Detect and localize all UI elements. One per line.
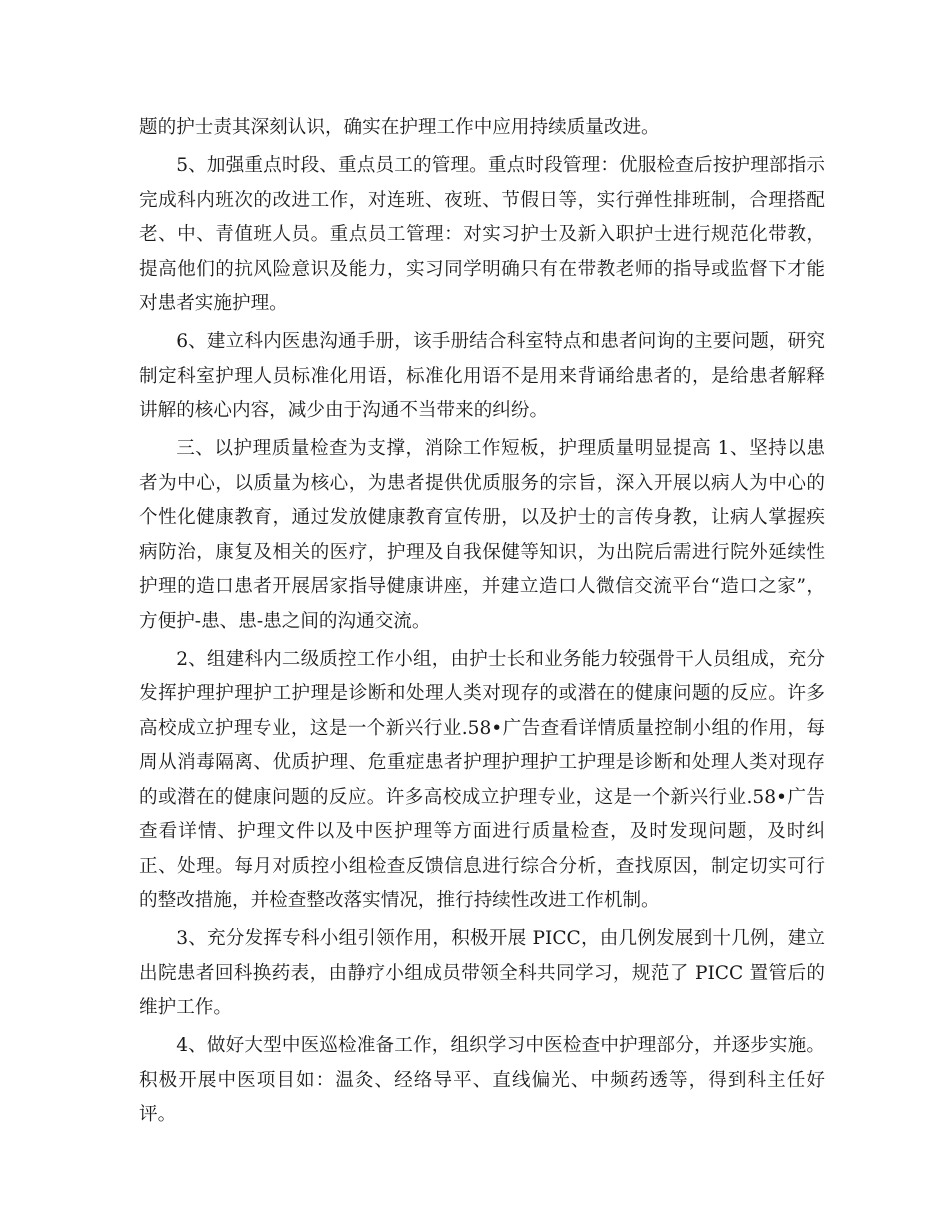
paragraph-section-3: 三、以护理质量检查为支撑，消除工作短板，护理质量明显提高 1、坚持以患者为中心，以质量为核心，为患者提供优质服务的宗旨，深入开展以病人为中心的个性化健康教育，通过发放健康教育宣传册，以及护士的言传身教，让病人掌握疾病防治，康复及相关的医疗，护理及自我保健等知识，为出院后需进行院外延续性护理的造口患者开展居家指导健康讲座，并建立造口人微信交流平台“造口之家”，方便护-患、患-患之间的沟通交流。 xyxy=(139,438,825,632)
paragraph-item-2: 2、组建科内二级质控工作小组，由护士长和业务能力较强骨干人员组成，充分发挥护理护理护工护理是诊断和处理人类对现存的或潜在的健康问题的反应。许多高校成立护理专业，这是一个新兴行业.58•广告查看详情质量控制小组的作用，每周从消毒隔离、优质护理、危重症患者护理护理护工护理是诊断和处理人类对现存的或潜在的健康问题的反应。许多高校成立护理专业，这是一个新兴行业.58•广告查看详情、护理文件以及中医护理等方面进行质量检查，及时发现问题，及时纠正、处理。每月对质控小组检查反馈信息进行综合分析，查找原因，制定切实可行的整改措施，并检查整改落实情况，推行持续性改进工作机制。 xyxy=(139,648,825,911)
paragraph-item-5: 5、加强重点时段、重点员工的管理。重点时段管理：优服检查后按护理部指示完成科内班次的改进工作，对连班、夜班、节假日等，实行弹性排班制，合理搭配老、中、青值班人员。重点员工管理：对实习护士及新入职护士进行规范化带教，提高他们的抗风险意识及能力，实习同学明确只有在带教老师的指导或监督下才能对患者实施护理。 xyxy=(139,155,825,314)
paragraph-item-6: 6、建立科内医患沟通手册，该手册结合科室特点和患者问询的主要问题，研究制定科室护理人员标准化用语，标准化用语不是用来背诵给患者的，是给患者解释讲解的核心内容，减少由于沟通不当带来的纠纷。 xyxy=(139,331,825,421)
paragraph-item-4: 4、做好大型中医巡检准备工作，组织学习中医检查中护理部分，并逐步实施。积极开展中医项目如：温灸、经络导平、直线偏光、中频药透等，得到科主任好评。 xyxy=(139,1035,825,1125)
paragraph-item-3: 3、充分发挥专科小组引领作用，积极开展 PICC，由几例发展到十几例，建立出院患者回科换药表，由静疗小组成员带领全科共同学习，规范了 PICC 置管后的维护工作。 xyxy=(139,928,825,1018)
paragraph-continuation: 题的护士责其深刻认识，确实在护理工作中应用持续质量改进。 xyxy=(139,117,660,138)
document-body xyxy=(139,111,825,1136)
